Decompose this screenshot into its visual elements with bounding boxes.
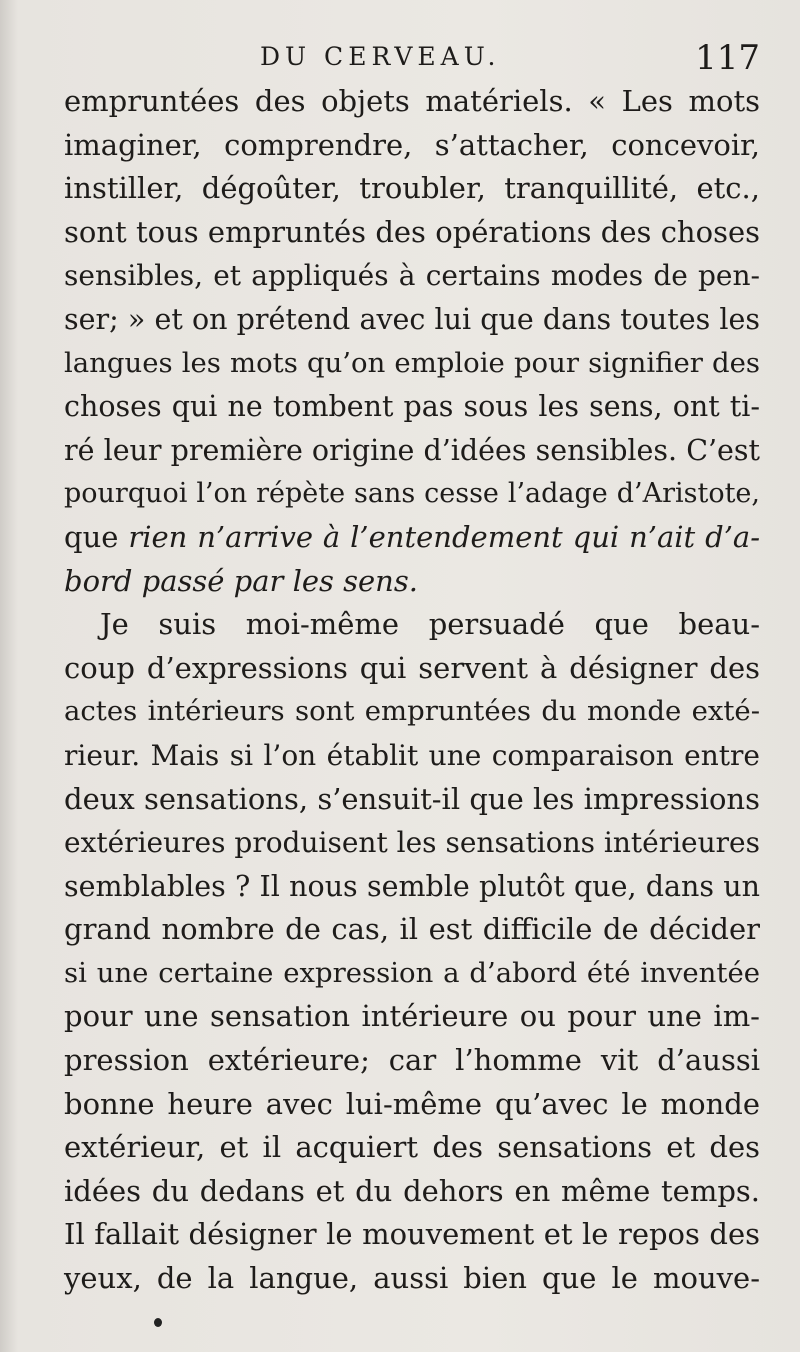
text-line: yeux, de la langue, aussi bien que le mouve- — [64, 1261, 760, 1296]
text-line: ré leur première origine d’idées sensibles. C’est — [64, 433, 760, 467]
text-line-roman: que — [64, 519, 129, 554]
text-line: idées du dedans et du dehors en même temps. — [64, 1173, 760, 1208]
text-line: extérieur, et il acquiert des sensations et des — [64, 1130, 760, 1165]
text-line: ser; » et on prétend avec lui que dans toutes les — [64, 302, 760, 336]
text-line: actes intérieurs sont empruntées du monde exté- — [64, 695, 760, 728]
ink-mark — [154, 1318, 162, 1327]
page-header — [60, 38, 760, 78]
quotation-italic: bord passé par les sens. — [64, 563, 418, 598]
text-line: si une certaine expression a d’abord été inventée — [64, 956, 760, 989]
text-line — [64, 560, 760, 604]
text-line: sensibles, et appliqués à certains modes de pen- — [64, 259, 760, 293]
page-number: 117 — [695, 38, 760, 78]
text-line: deux sensations, s’ensuit-il que les impressions — [64, 781, 760, 816]
body-text — [64, 80, 760, 1301]
text-line: rieur. Mais si l’on établit une comparaison entre — [64, 738, 760, 772]
text-line: Il fallait désigner le mouvement et le repos des — [64, 1217, 760, 1252]
text-line — [64, 516, 760, 560]
text-line: grand nombre de cas, il est difficile de décider — [64, 912, 760, 947]
text-line: langues les mots qu’on emploie pour signifier des — [64, 346, 760, 379]
text-line: imaginer, comprendre, s’attacher, concevoir, — [64, 127, 760, 162]
quotation-italic: rien n’arrive à l’entendement qui n’ait d’a- — [128, 519, 760, 554]
text-line: choses qui ne tombent pas sous les sens, ont ti- — [64, 390, 760, 424]
paragraph-start-line: Je suis moi-même persuadé que beau- — [100, 607, 760, 642]
text-line: sont tous empruntés des opérations des choses — [64, 214, 760, 249]
text-line: empruntées des objets matériels. « Les mots — [64, 84, 760, 118]
text-line: bonne heure avec lui-même qu’avec le monde — [64, 1086, 760, 1121]
text-line: coup d’expressions qui servent à désigner des — [64, 650, 760, 685]
text-line: pour une sensation intérieure ou pour une im- — [64, 999, 760, 1034]
running-head: DU CERVEAU. — [260, 42, 501, 71]
text-line: instiller, dégoûter, troubler, tranquillité, etc., — [64, 171, 760, 206]
text-line: pourquoi l’on répète sans cesse l’adage d’Aristote, — [64, 478, 760, 510]
text-line: extérieures produisent les sensations intérieures — [64, 826, 760, 860]
text-line: semblables ? Il nous semble plutôt que, dans un — [64, 869, 760, 903]
text-line: pression extérieure; car l’homme vit d’aussi — [64, 1043, 760, 1078]
